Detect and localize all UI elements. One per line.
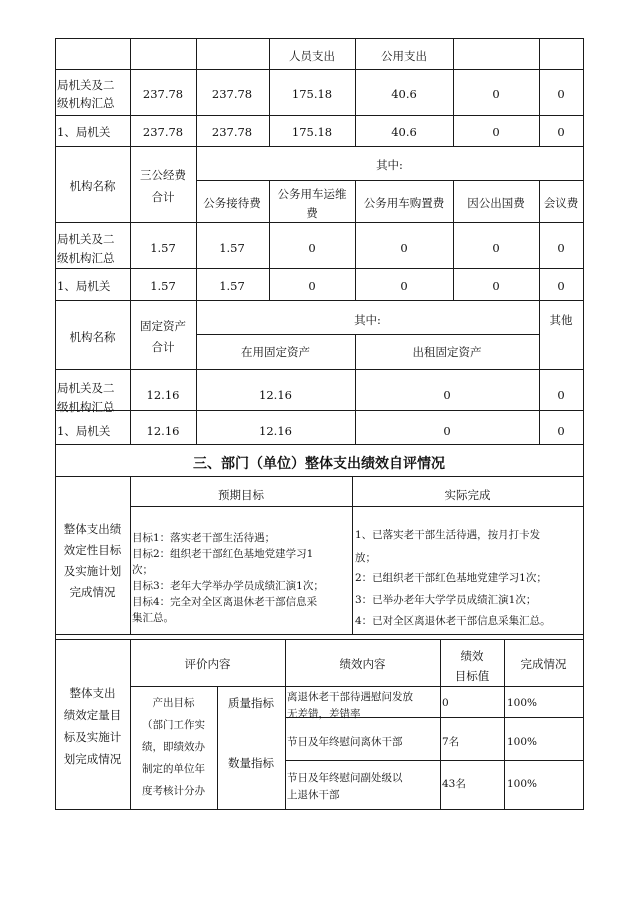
expected-goal-line: 目标2：组织老干部红色基地党建学习1 xyxy=(132,548,314,560)
header-personnel-expense: 人员支出 xyxy=(289,49,335,63)
grid-line-vertical xyxy=(583,38,584,810)
row-org-bureau: 1、局机关 xyxy=(57,125,111,139)
cell-value: 0 xyxy=(557,87,565,101)
target-value: 7名 xyxy=(442,736,460,748)
cell-value: 237.78 xyxy=(142,125,184,139)
cell-value: 0 xyxy=(492,125,500,139)
grid-line-horizontal xyxy=(55,69,584,70)
output-goal-line: 度考核计分办 xyxy=(142,785,205,797)
perf-content-line: 上退休干部 xyxy=(287,789,340,801)
actual-completion-line: 4：已对全区离退休老干部信息采集汇总。 xyxy=(355,615,551,627)
cell-value: 237.78 xyxy=(211,125,253,139)
quantity-indicator-label: 数量指标 xyxy=(228,756,274,770)
quantitative-label-line1: 整体支出 xyxy=(69,686,116,700)
grid-line-horizontal xyxy=(55,476,584,477)
cell-value: 1.57 xyxy=(150,241,176,255)
qualitative-label-line1: 整体支出绩 xyxy=(63,522,122,536)
grid-line-horizontal xyxy=(130,506,584,507)
quantitative-label-line4: 划完成情况 xyxy=(63,752,122,766)
expected-goals-header: 预期目标 xyxy=(218,488,264,502)
cell-value: 0 xyxy=(308,241,316,255)
perf-content-line: 节日及年终慰问副处级以 xyxy=(287,772,403,784)
grid-line-horizontal xyxy=(285,760,584,761)
completion-value: 100% xyxy=(507,736,538,748)
col-abroad: 因公出国费 xyxy=(467,196,525,210)
grid-line-horizontal xyxy=(55,38,584,39)
cell-value: 175.18 xyxy=(291,87,333,101)
cell-value: 0 xyxy=(557,279,565,293)
cell-value: 0 xyxy=(557,241,565,255)
cell-value: 12.16 xyxy=(259,424,292,438)
cell-value: 0 xyxy=(557,388,565,402)
target-value-header-line1: 绩效 xyxy=(460,649,484,663)
quantitative-label-line3: 标及实施计 xyxy=(63,730,122,744)
row-org-summary-line2: 级机构汇总 xyxy=(57,400,115,414)
quality-indicator-label: 质量指标 xyxy=(228,696,274,710)
cell-value: 0 xyxy=(400,241,408,255)
actual-completion-header: 实际完成 xyxy=(444,488,491,502)
grid-line-horizontal xyxy=(196,334,540,335)
cell-value: 0 xyxy=(443,424,451,438)
expected-goal-line: 次； xyxy=(132,564,153,576)
cell-value: 175.18 xyxy=(291,125,333,139)
row-org-summary-line2: 级机构汇总 xyxy=(57,251,115,265)
cell-value: 1.57 xyxy=(219,241,245,255)
qualitative-label-line2: 效定性目标 xyxy=(63,543,122,557)
actual-completion-line: 1、已落实老干部生活待遇，按月打卡发 xyxy=(355,529,541,541)
perf-content-line: 无差错，差错率 xyxy=(287,708,361,720)
grid-line-horizontal xyxy=(55,146,584,147)
col-reception: 公务接待费 xyxy=(203,196,261,210)
grid-line-horizontal xyxy=(55,268,584,269)
cell-value: 12.16 xyxy=(146,388,180,402)
cell-value: 0 xyxy=(492,279,500,293)
output-goal-line: 绩，即绩效办 xyxy=(142,741,205,753)
section-title: 三、部门（单位）整体支出绩效自评情况 xyxy=(193,456,445,472)
grid-line-horizontal xyxy=(130,686,584,687)
fixed-assets-total-line2: 合计 xyxy=(151,340,175,354)
completion-header: 完成情况 xyxy=(520,657,567,671)
org-name-label: 机构名称 xyxy=(69,330,116,344)
cell-value: 40.6 xyxy=(391,87,417,101)
rented-assets-label: 出租固定资产 xyxy=(412,345,482,359)
actual-completion-line: 3：已举办老年大学学员成绩汇演1次； xyxy=(355,594,537,606)
grid-line-horizontal xyxy=(55,300,584,301)
row-org-bureau: 1、局机关 xyxy=(57,424,111,438)
col-car-ops-line2: 费 xyxy=(306,206,318,220)
col-meeting: 会议费 xyxy=(543,196,579,210)
cell-value: 12.16 xyxy=(146,424,180,438)
grid-line-horizontal xyxy=(55,410,584,411)
row-org-bureau: 1、局机关 xyxy=(57,279,111,293)
target-value: 43名 xyxy=(442,778,466,790)
among-label: 其中: xyxy=(376,158,403,172)
perf-content-header: 绩效内容 xyxy=(339,657,386,671)
expected-goal-line: 集汇总。 xyxy=(132,612,174,624)
expected-goal-line: 目标4：完全对全区离退休老干部信息采 xyxy=(132,596,318,608)
perf-content-line: 节日及年终慰问离休干部 xyxy=(287,736,403,748)
grid-line-horizontal xyxy=(55,634,584,635)
cell-value: 0 xyxy=(443,388,451,402)
perf-content-line: 离退休老干部待遇慰问发放 xyxy=(287,691,413,703)
qualitative-label-line4: 完成情况 xyxy=(69,585,116,599)
cell-value: 0 xyxy=(308,279,316,293)
grid-line-horizontal xyxy=(55,444,584,445)
fixed-assets-total-line1: 固定资产 xyxy=(140,319,186,333)
row-org-summary-line1: 局机关及二 xyxy=(57,232,115,246)
in-use-assets-label: 在用固定资产 xyxy=(241,345,310,359)
output-goal-line: 产出目标 xyxy=(152,697,195,709)
cell-value: 237.78 xyxy=(142,87,184,101)
output-goal-line: （部门工作实 xyxy=(142,719,205,731)
completion-value: 100% xyxy=(507,697,538,709)
other-label: 其他 xyxy=(549,313,573,327)
completion-value: 100% xyxy=(507,778,538,790)
col-car-purchase: 公务用车购置费 xyxy=(363,196,445,210)
cell-value: 0 xyxy=(492,241,500,255)
row-org-summary-line2: 级机构汇总 xyxy=(57,96,115,110)
three-public-total-line1: 三公经费 xyxy=(140,168,186,182)
output-goal-line: 制定的单位年 xyxy=(142,763,205,775)
among-label: 其中: xyxy=(354,313,381,327)
expected-goal-line: 目标1：落实老干部生活待遇； xyxy=(132,532,276,544)
actual-completion-line: 放； xyxy=(355,552,376,564)
row-org-summary-line1: 局机关及二 xyxy=(57,78,115,92)
cell-value: 0 xyxy=(492,87,500,101)
target-value-header-line2: 目标值 xyxy=(454,669,490,683)
cell-value: 0 xyxy=(400,279,408,293)
quantitative-label-line2: 绩效定量目 xyxy=(63,708,122,722)
target-value: 0 xyxy=(442,697,449,709)
col-car-ops-line1: 公务用车运维 xyxy=(277,187,347,201)
three-public-total-line2: 合计 xyxy=(151,190,175,204)
grid-line-horizontal xyxy=(55,115,584,116)
org-name-label: 机构名称 xyxy=(69,179,116,193)
cell-value: 40.6 xyxy=(391,125,417,139)
expected-goal-line: 目标3：老年大学举办学员成绩汇演1次； xyxy=(132,580,324,592)
cell-value: 237.78 xyxy=(211,87,253,101)
qualitative-label-line3: 及实施计划 xyxy=(63,564,122,578)
eval-content-header: 评价内容 xyxy=(184,657,231,671)
cell-value: 1.57 xyxy=(150,279,176,293)
cell-value: 12.16 xyxy=(259,388,292,402)
cell-value: 1.57 xyxy=(219,279,245,293)
grid-line-horizontal xyxy=(55,369,584,370)
grid-line-horizontal xyxy=(196,180,584,181)
row-org-summary-line1: 局机关及二 xyxy=(57,381,115,395)
header-public-expense: 公用支出 xyxy=(381,49,427,63)
cell-value: 0 xyxy=(557,125,565,139)
actual-completion-line: 2：已组织老干部红色基地党建学习1次； xyxy=(355,572,547,584)
cell-value: 0 xyxy=(557,424,565,438)
